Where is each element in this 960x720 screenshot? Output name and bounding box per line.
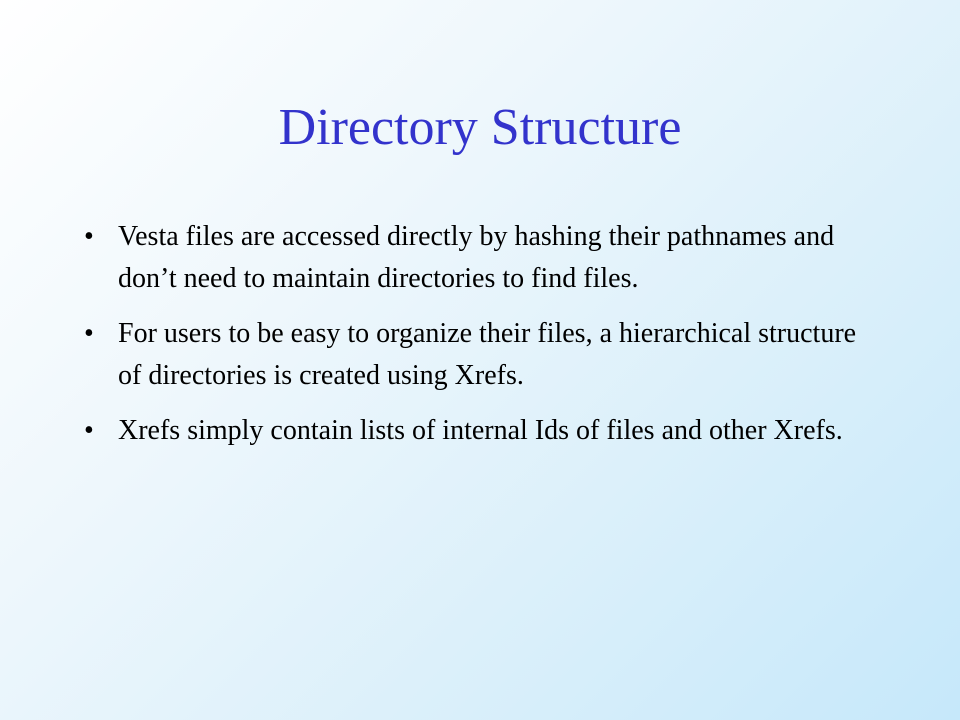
bullet-list — [80, 216, 880, 465]
bullet-text: For users to be easy to organize their files, a hierarchical structure of directories is created using Xrefs. — [118, 318, 857, 391]
slide-title: Directory Structure — [278, 99, 682, 156]
bullet-item — [80, 410, 880, 452]
bullet-marker: • — [84, 318, 94, 349]
bullet-text: Xrefs simply contain lists of internal Ids of files and other Xrefs. — [118, 415, 843, 446]
bullet-marker: • — [84, 221, 94, 252]
bullet-text: Vesta files are accessed directly by hashing their pathnames and don’t need to maintain directories to find files. — [118, 221, 835, 294]
bullet-marker: • — [84, 415, 94, 446]
bullet-item — [80, 216, 880, 300]
bullet-item — [80, 313, 880, 397]
